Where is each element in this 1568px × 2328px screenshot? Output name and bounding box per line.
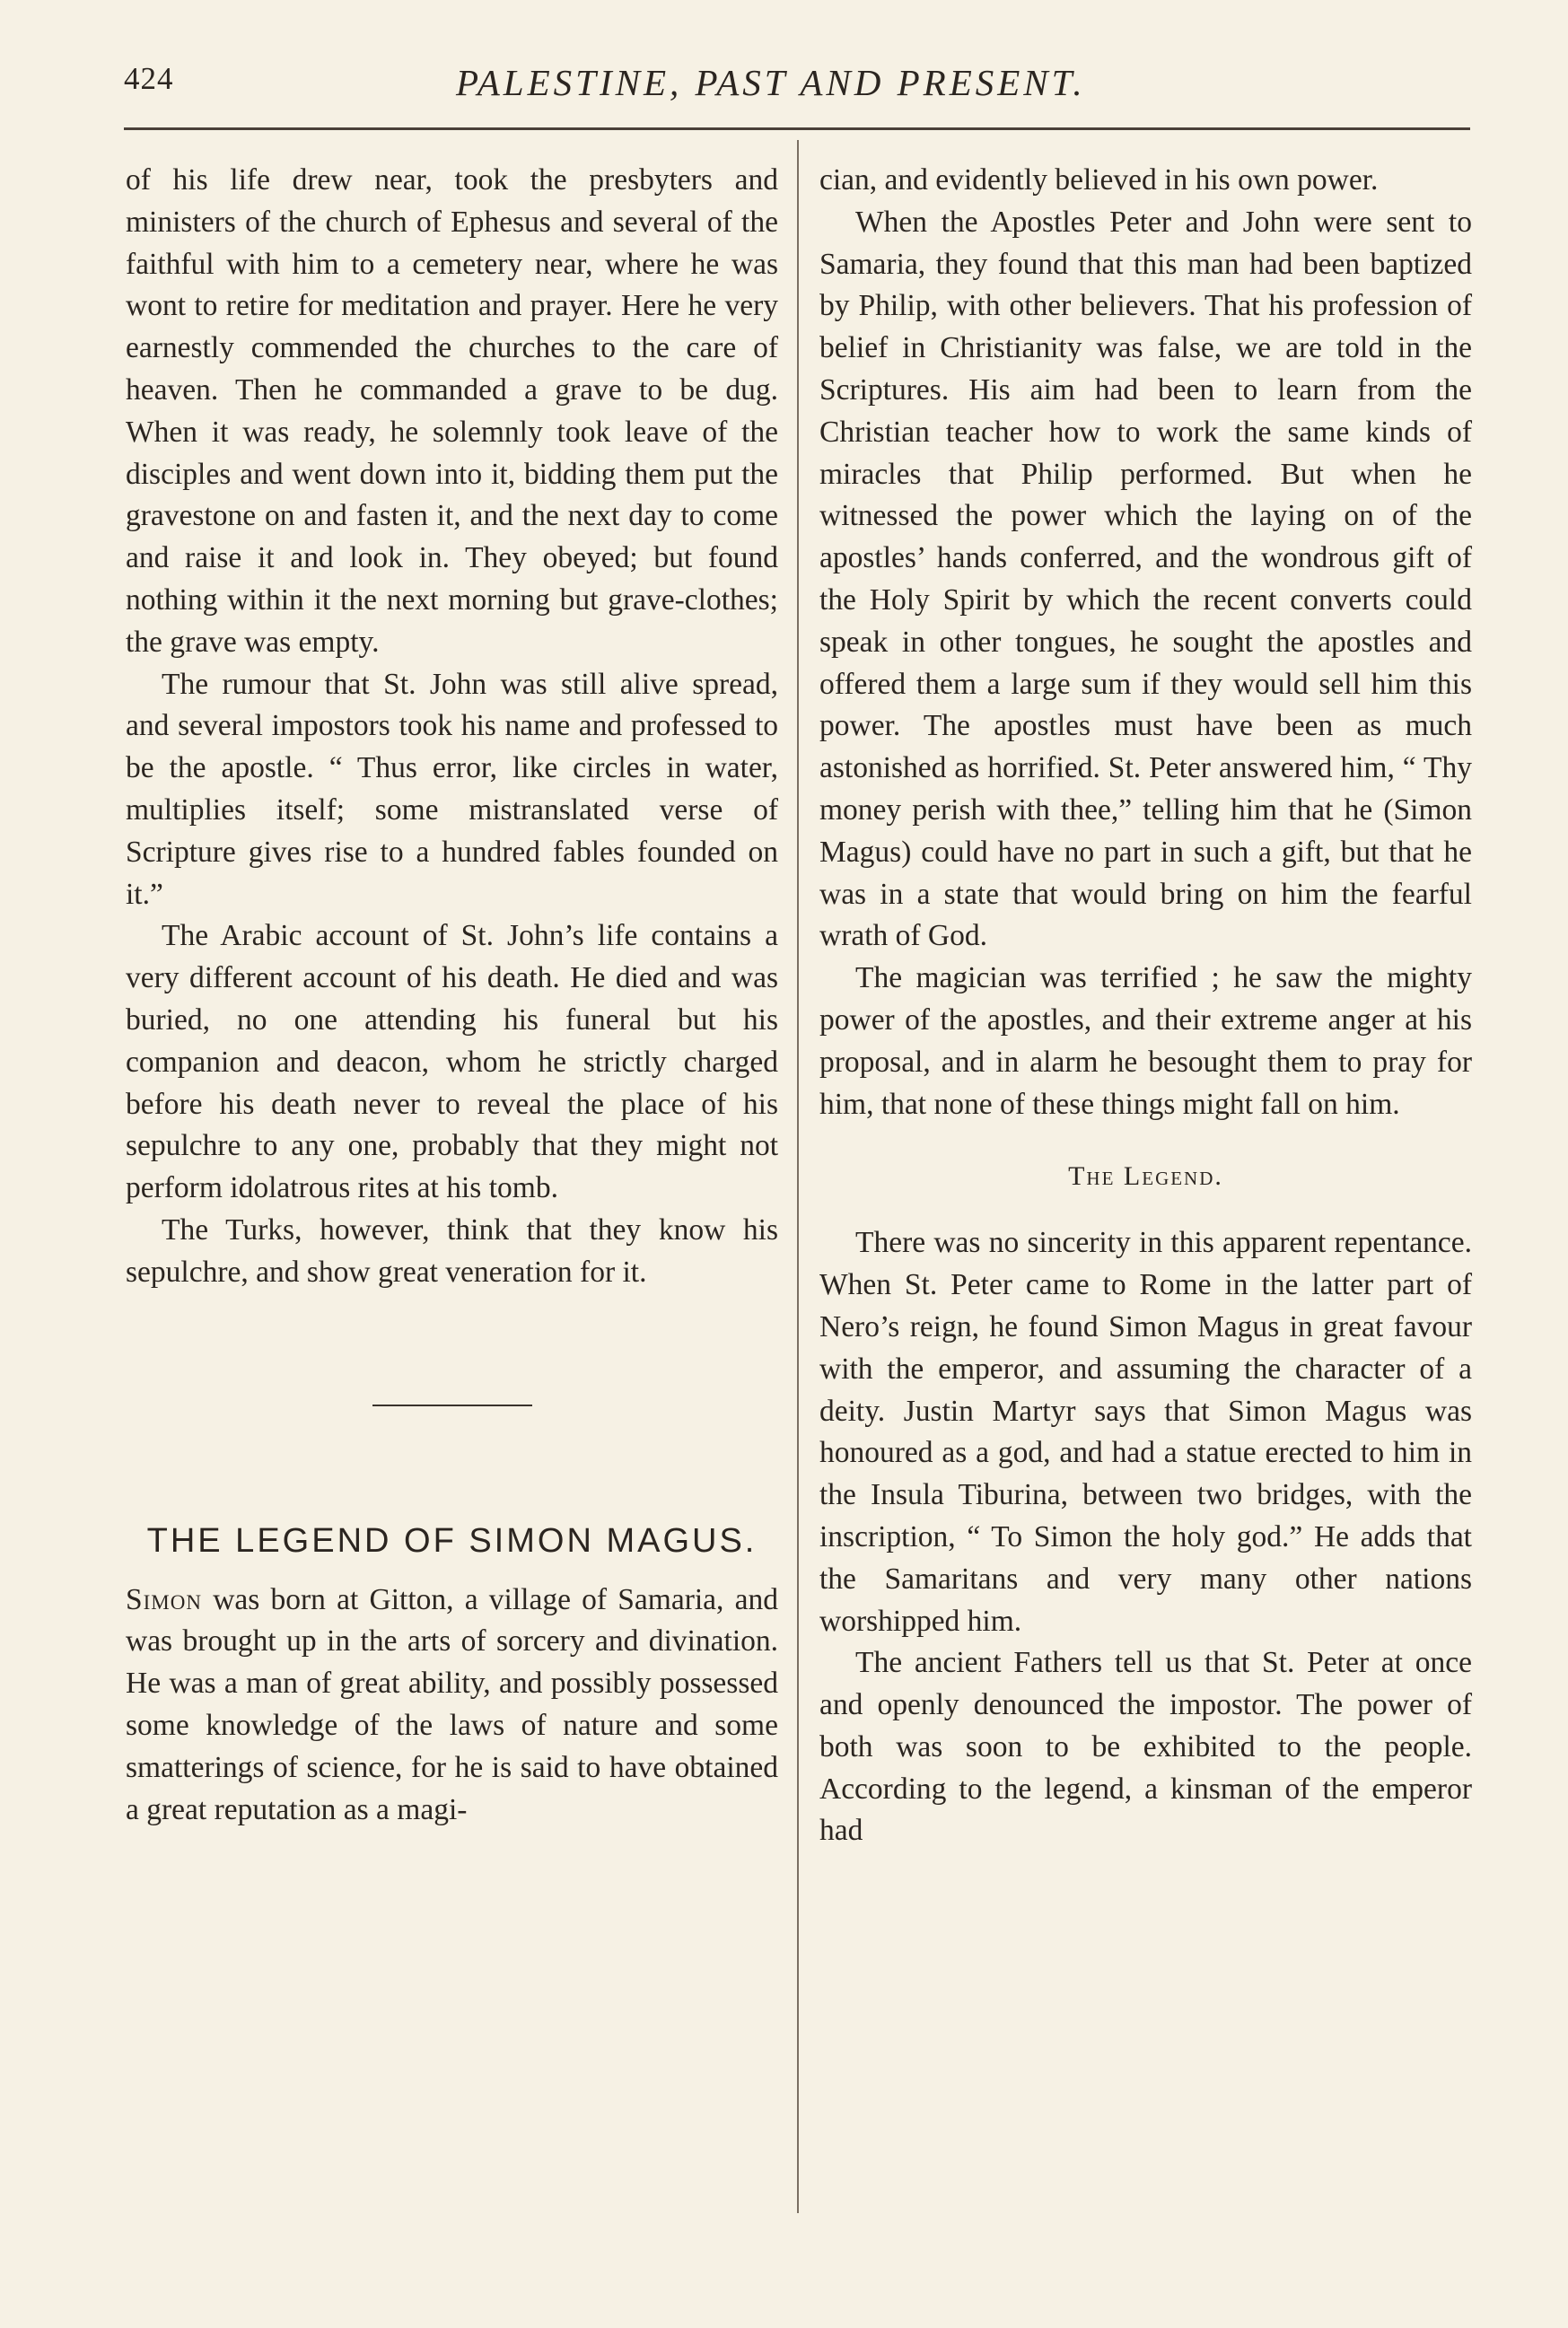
right-column bbox=[819, 160, 1472, 1852]
paragraph: cian, and evidently believed in his own power. bbox=[819, 163, 1379, 197]
page-header bbox=[124, 61, 1470, 115]
paragraph: The magician was terrified ; he saw the mighty power of the apostles, and their extreme anger at his proposal, and in alarm he besought them to pray for him, that none of these things might fall on him. bbox=[819, 961, 1472, 1121]
subheading: The Legend. bbox=[1068, 1161, 1223, 1192]
section-title: THE LEGEND OF SIMON MAGUS. bbox=[146, 1521, 758, 1560]
section-divider bbox=[372, 1405, 532, 1406]
page-number: 424 bbox=[124, 61, 174, 96]
paragraph: The rumour that St. John was still alive spread, and several impostors took his name and professed to be the apostle. “ Thus error, like circles in water, multiplies itself; some mistranslated verse of Scripture gives rise to a hundred fables founded on it.” bbox=[126, 667, 778, 911]
paragraph: of his life drew near, took the presbyters and ministers of the church of Ephesus and several of the faithful with him to a cemetery near, where he was wont to retire for meditation and prayer. Here he very earnestly commended the churches to the care of heaven. Then he commanded a grave to be dug. When it was ready, he solemnly took leave of the disciples and went down into it, bidding them put the gravestone on and fasten it, and the next day to come and raise it and look in. They obeyed; but found nothing within it the next morning but grave-clothes; the grave was empty. bbox=[126, 163, 778, 659]
paragraph-text: was born at Gitton, a village of Samaria, and was brought up in the arts of sorcery and divination. He was a man of great ability, and possibly possessed some knowledge of the laws of nature and some smatterings of science, for he is said to have obtained a great reputation as a magi- bbox=[126, 1582, 779, 1826]
paragraph: There was no sincerity in this apparent repentance. When St. Peter came to Rome in the latter part of Nero’s reign, he found Simon Magus in great favour with the emperor, and assuming the character of a deity. Justin Martyr says that Simon Magus was honoured as a god, and had a statue erected to him in the Insula Tiburina, between two bridges, with the inscription, “ To Simon the holy god.” He adds that the Samaritans and very many other nations worshipped him. bbox=[819, 1226, 1472, 1638]
paragraph: The Arabic account of St. John’s life contains a very different account of his death. He died and was buried, no one attending his funeral but his companion and deacon, whom he strictly charged before his death never to reveal the place of his sepulchre to any one, probably that they might not perform idolatrous rites at his tomb. bbox=[126, 919, 778, 1205]
column-divider bbox=[797, 140, 799, 2213]
left-column bbox=[126, 160, 778, 1831]
running-title: PALESTINE, PAST AND PRESENT. bbox=[456, 62, 1086, 103]
lead-word: Simon bbox=[126, 1582, 202, 1616]
header-rule bbox=[124, 127, 1470, 130]
paragraph bbox=[126, 1580, 778, 1832]
paragraph: When the Apostles Peter and John were sent to Samaria, they found that this man had been baptized by Philip, with other believers. That his profession of belief in Christianity was false, we are told in the Scriptures. His aim had been to learn from the Christian teacher how to work the same kinds of miracles that Philip performed. But when he witnessed the power which the laying on of the apostles’ hands conferred, and the wondrous gift of the Holy Spirit by which the recent converts could speak in other tongues, he sought the apostles and offered them a large sum if they would sell him this power. The apostles must have been as much astonished as horrified. St. Peter answered him, “ Thy money perish with thee,” telling him that he (Simon Magus) could have no part in such a gift, but that he was in a state that would bring on him the fearful wrath of God. bbox=[819, 205, 1472, 953]
paragraph: The Turks, however, think that they know his sepulchre, and show great veneration for it. bbox=[126, 1212, 778, 1289]
paragraph: The ancient Fathers tell us that St. Peter at once and openly denounced the impostor. The power of both was soon to be exhibited to the people. According to the legend, a kinsman of the emperor had bbox=[819, 1646, 1472, 1848]
